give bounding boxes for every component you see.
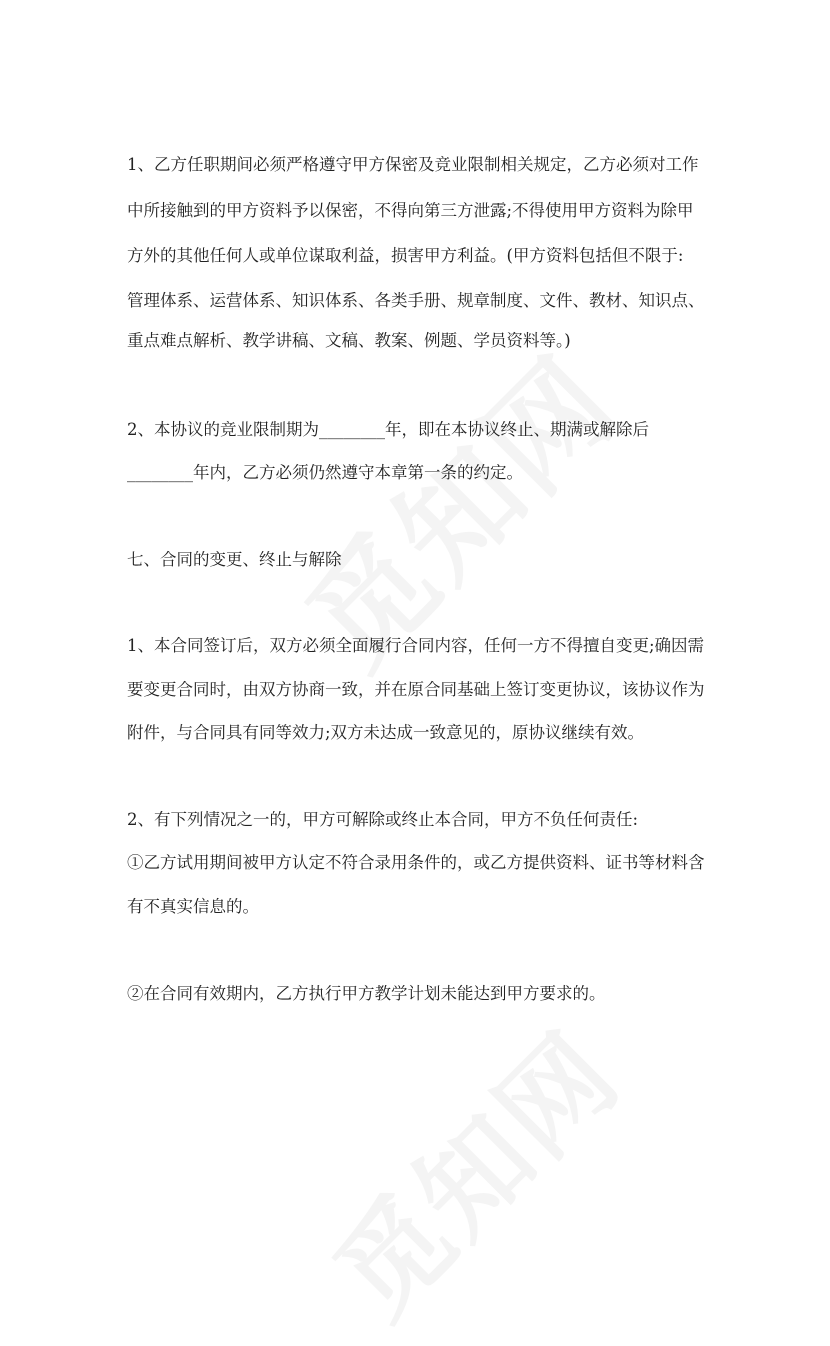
text-line: 附件，与合同具有同等效力;双方未达成一致意见的，原协议继续有效。 [127, 723, 645, 742]
text-line: 1、乙方任职期间必须严格遵守甲方保密及竞业限制相关规定，乙方必须对工作 [127, 155, 699, 174]
text-line: 管理体系、运营体系、知识体系、各类手册、规章制度、文件、教材、知识点、 [127, 291, 705, 310]
watermark-bottom [294, 992, 648, 1346]
heading-text: 七、合同的变更、终止与解除 [127, 550, 342, 569]
text-line: 2、本协议的竞业限制期为________年，即在本协议终止、期满或解除后 [127, 420, 649, 439]
text-line: ①乙方试用期间被甲方认定不符合录用条件的，或乙方提供资料、证书等材料含 [127, 853, 705, 872]
text-line: 2、有下列情况之一的，甲方可解除或终止本合同，甲方不负任何责任: [127, 810, 639, 829]
text-line: 1、本合同签订后，双方必须全面履行合同内容，任何一方不得擅自变更;确因需 [127, 636, 705, 655]
text-line: ②在合同有效期内，乙方执行甲方教学计划未能达到甲方要求的。 [127, 984, 606, 1003]
text-line: ________年内，乙方必须仍然遵守本章第一条的约定。 [127, 463, 523, 482]
text-line: 要变更合同时，由双方协商一致，并在原合同基础上签订变更协议，该协议作为 [127, 680, 705, 699]
text-line: 有不真实信息的。 [127, 897, 259, 916]
text-line: 重点难点解析、教学讲稿、文稿、教案、例题、学员资料等。) [127, 331, 571, 350]
text-line: 中所接触到的甲方资料予以保密，不得向第三方泄露;不得使用甲方资料为除甲 [127, 201, 694, 220]
text-line: 方外的其他任何人或单位谋取利益，损害甲方利益。(甲方资料包括但不限于: [127, 246, 684, 265]
